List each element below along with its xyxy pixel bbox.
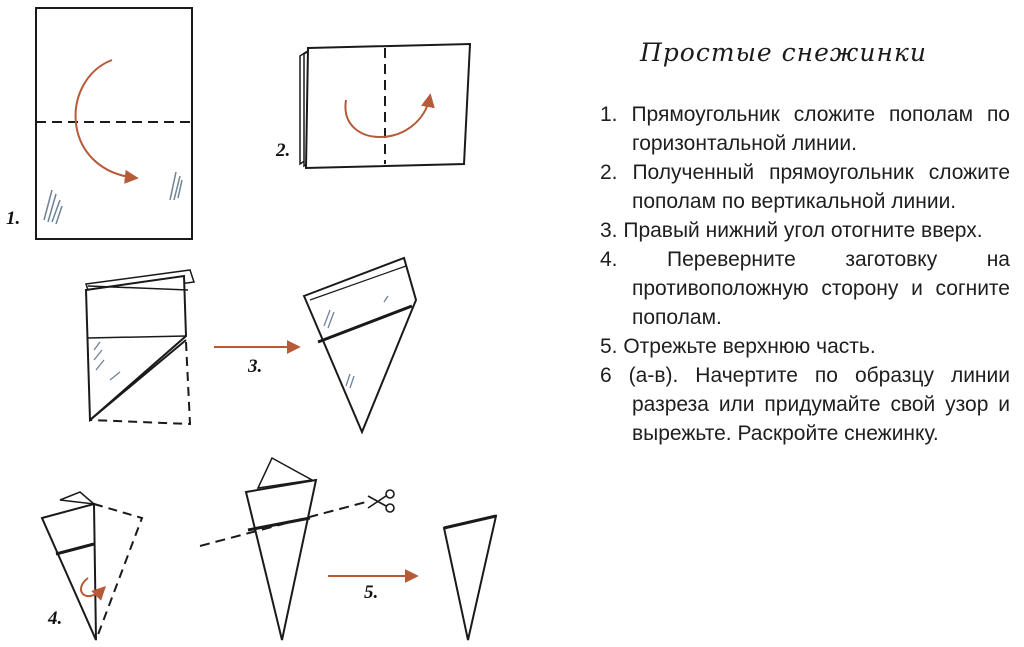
step-5-result-figure <box>444 516 496 640</box>
step-5-source-figure <box>200 458 416 640</box>
step-2-figure <box>275 44 470 168</box>
step-4-figure <box>42 492 142 640</box>
step-3-source-figure <box>86 270 298 424</box>
instruction-step-2: 2. Полученный прямоугольник сложите пополам по вертикальной линии. <box>600 161 1010 213</box>
scissors-icon <box>368 490 394 512</box>
step-label-3: 3. <box>248 356 263 377</box>
instruction-step-4: 4. Переверните заготовку на противоположную сторону и согните пополам. <box>600 248 1010 329</box>
instruction-step-3: 3. Правый нижний угол отогните вверх. <box>600 219 983 242</box>
step-label-4: 4. <box>48 608 63 629</box>
page-title: Простые снежинки <box>640 38 927 67</box>
instruction-step-1: 1. Прямоугольник сложите пополам по горизонтальной линии. <box>600 103 1010 155</box>
step-3-result-figure <box>304 258 416 432</box>
step-label-2: 2. <box>276 140 291 161</box>
instruction-step-5: 5. Отрежьте верхнюю часть. <box>600 335 876 358</box>
step-label-1: 1. <box>6 208 21 229</box>
instruction-list <box>600 100 1010 448</box>
step-1-figure <box>6 8 192 239</box>
instruction-step-6: 6 (а-в). Начертите по образцу линии разреза или придумайте свой узор и вырежьте. Раскройте снежинку. <box>600 364 1010 445</box>
step-label-5: 5. <box>364 582 379 603</box>
